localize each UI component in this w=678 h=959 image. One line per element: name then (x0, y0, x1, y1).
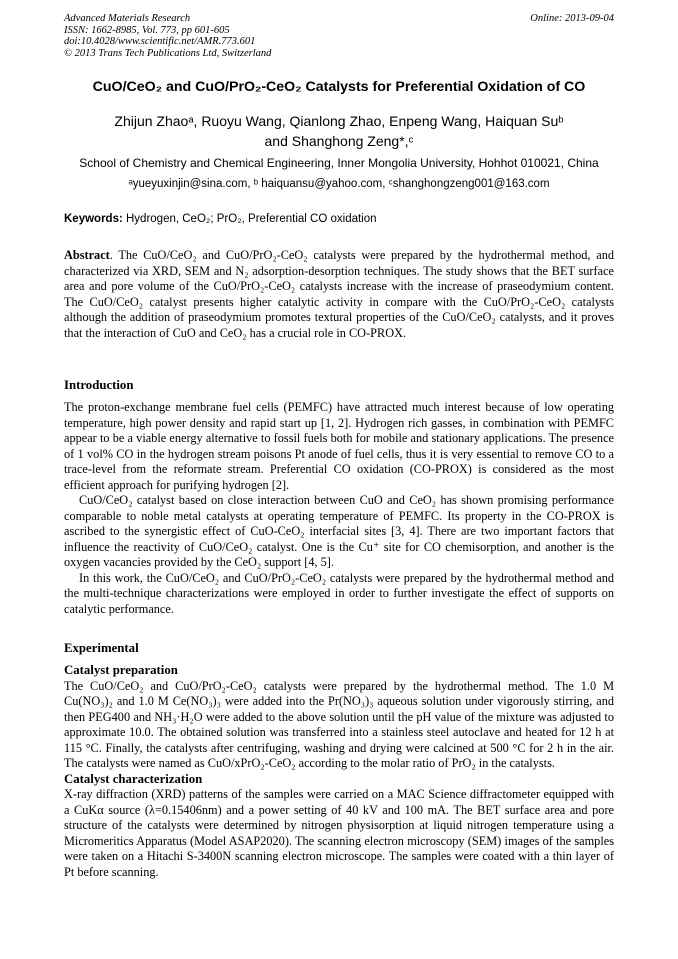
issn-line: ISSN: 1662-8985, Vol. 773, pp 601-605 (64, 24, 230, 36)
intro-paragraph-2: CuO/CeO₂ catalyst based on close interaction between CuO and CeO₂ has shown promising performance comparable to noble metal catalysts at operating temperature of PEMFC. Its property in the CO-PROX is ascribed to the synergistic effect of CuO-CeO₂ interfacial sites [3, 4]. There are two important factors that influence the reactivity of CuO/CeO₂ catalyst. One is the Cu⁺ site for CO chemisorption, and another is the oxygen vacancies provided by the CeO₂ support [4, 5]. (64, 493, 614, 569)
intro-paragraph-3: In this work, the CuO/CeO₂ and CuO/PrO₂-CeO₂ catalysts were prepared by the hydrothermal method and the multi-technique characterizations were employed in order to further investigate the effect of supports on catalytic performance. (64, 570, 614, 616)
introduction-body (64, 400, 614, 617)
keywords-text: Hydrogen, CeO₂; PrO₂, Preferential CO oxidation (122, 213, 377, 225)
catalyst-characterization-heading: Catalyst characterization (64, 771, 203, 786)
experimental-body (64, 663, 614, 880)
keywords-label: Keywords: (64, 213, 123, 225)
author-emails: ᵃyueyuxinjin@sina.com, ᵇ haiquansu@yahoo.com, ᶜshanghongzeng001@163.com (128, 178, 550, 190)
affiliation: School of Chemistry and Chemical Engineering, Inner Mongolia University, Hohhot 010021, China (79, 156, 599, 170)
experimental-heading: Experimental (64, 641, 139, 655)
author-list (40, 111, 638, 151)
doi-line: doi:10.4028/www.scientific.net/AMR.773.601 (64, 36, 256, 47)
keywords (64, 211, 614, 227)
abstract-text: . The CuO/CeO₂ and CuO/PrO₂-CeO₂ catalysts were prepared by the hydrothermal method, and characterized via XRD, SEM and N₂ adsorption-desorption techniques. The study shows that the BET surface area and pore volume of the CuO/PrO₂-CeO₂ catalysts increase with the increase of praseodymium content. The CuO/CeO₂ catalyst presents higher catalytic activity in compare with the CuO/PrO₂-CeO₂ catalysts although the addition of praseodymium promotes textural properties of the CuO/CeO₂ catalysts, and it proves that the interaction of CuO and CeO₂ has a crucial role in CO-PROX. (64, 248, 614, 340)
copyright-line: © 2013 Trans Tech Publications Ltd, Switzerland (64, 47, 272, 59)
abstract-label: Abstract (64, 248, 110, 262)
paper-title: CuO/CeO₂ and CuO/PrO₂-CeO₂ Catalysts for Preferential Oxidation of CO (92, 79, 586, 95)
journal-name: Advanced Materials Research (64, 13, 191, 24)
running-header (64, 13, 614, 59)
abstract (64, 248, 614, 341)
introduction-heading: Introduction (64, 378, 134, 392)
intro-paragraph-1: The proton-exchange membrane fuel cells (PEMFC) have attracted much interest because of low operating temperature, high power density and rapid start up [1, 2]. Hydrogen rich gasses, in combination with PEMFC appear to be a viable energy alternative to fossil fuels both for mobile and stationary applications. The presence of 1 vol% CO in the hydrogen stream poisons Pt anode of fuel cells, thus it is very essential to remove CO to a trace-level from the reformate stream. Preferential CO oxidation (CO-PROX) is considered as the most efficient approach for purifying hydrogen [2]. (64, 400, 614, 492)
authors-line-2: and Shanghong Zeng*,ᶜ (264, 133, 414, 149)
online-date: Online: 2013-09-04 (530, 13, 614, 24)
characterization-paragraph: X-ray diffraction (XRD) patterns of the samples were carried on a MAC Science diffractometer equipped with a CuKα source (λ=0.15406nm) and a power setting of 40 kV and 100 mA. The BET surface area and pore structure of the catalysts were determined by nitrogen physisorption at liquid nitrogen temperature using a Micromeritics Apparatus (Model ASAP2020). The scanning electron microscopy (SEM) images of the samples were taken on a Hitachi S-3400N scanning electron microscope. The samples were coated with a thin layer of Pt before scanning. (64, 787, 614, 879)
catalyst-preparation-heading: Catalyst preparation (64, 663, 178, 677)
authors-line-1: Zhijun Zhaoᵃ, Ruoyu Wang, Qianlong Zhao, Enpeng Wang, Haiquan Suᵇ (114, 113, 564, 129)
preparation-paragraph: The CuO/CeO₂ and CuO/PrO₂-CeO₂ catalysts were prepared by the hydrothermal method. The 1.0 M Cu(NO₃)₂ and 1.0 M Ce(NO₃)₃ were added into the Pr(NO₃)₃ aqueous solution under vigorously stirring, and then PEG400 and NH₃·H₂O were added to the above solution until the pH value of the mixture was adjusted to approximate 10.0. The obtained solution was transferred into a stainless steel autoclave and heated for 12 h at 115 °C. Finally, the catalysts after centrifuging, washing and drying were calcined at 500 °C for 2 h in the air. The catalysts were named as CuO/xPrO₂-CeO₂ according to the molar ratio of PrO₂ in the catalysts. (64, 678, 614, 770)
